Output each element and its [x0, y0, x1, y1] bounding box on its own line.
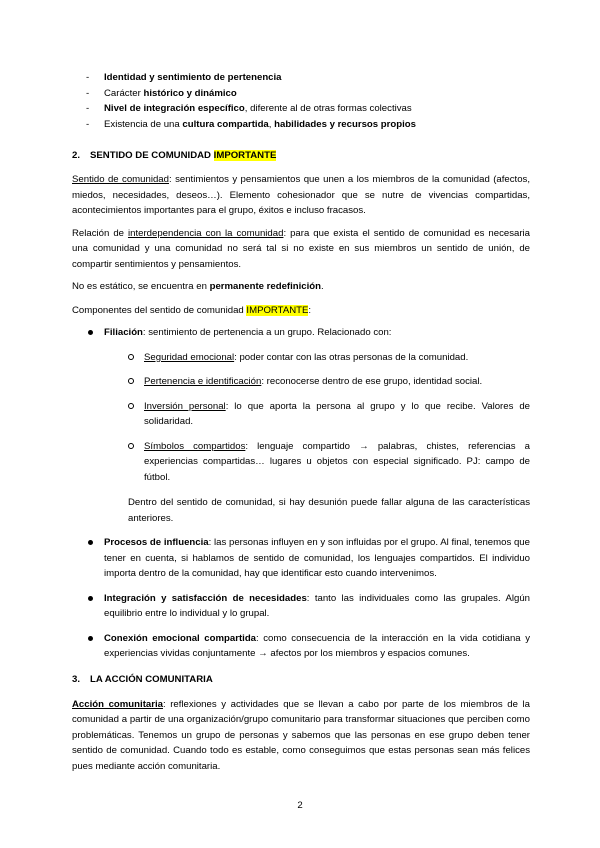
text-run: : como consecuencia de la interacción en la vida cotidiana y experiencias vividas conjuntamente → afectos por los miembros y espacios comunes.	[104, 632, 530, 659]
text-run: Símbolos compartidos	[144, 440, 246, 452]
text-run: : reflexiones y actividades que se llevan a cabo por parte de los miembros de la comunidad a partir de una organización/grupo comunitario para transformar situaciones que perciben como problemáticas. Tenemos un grupo de personas y sabemos que las personas en ese grupo deben tener sentido de comunidad. Cuando todo es estable, como conseguimos que estas personas sean más felices pues mediante acción comunitaria.	[72, 698, 530, 772]
text-run: Identidad y sentimiento de pertenencia	[104, 72, 282, 83]
circle-bullet-icon	[128, 443, 134, 449]
bullet-dot-icon	[88, 540, 93, 545]
text-run: .	[321, 281, 324, 292]
text-run: histórico y dinámico	[143, 87, 237, 99]
sub-bullet	[72, 350, 530, 366]
sub-bullet-text	[144, 350, 530, 366]
bullet-influencia	[72, 535, 530, 582]
text-run: Filiación	[104, 327, 143, 338]
section-title: SENTIDO DE COMUNIDAD	[90, 150, 214, 161]
bullet-conexion	[72, 631, 530, 662]
text-run: Pertenencia e identificación	[144, 376, 262, 387]
bullet-dot-icon	[88, 596, 93, 601]
text-run: , diferente al de otras formas colectivas	[244, 103, 412, 114]
sub-bullet	[72, 399, 530, 430]
document-page	[72, 70, 530, 774]
section-number: 2.	[72, 150, 81, 161]
text-run: habilidades y recursos propios	[274, 118, 416, 130]
text-run: Acción comunitaria	[72, 698, 163, 710]
list-item-text	[104, 88, 237, 99]
important-highlight: IMPORTANTE	[213, 150, 277, 161]
text-run: Componentes del sentido de comunidad	[72, 304, 247, 316]
text-run: Carácter	[104, 87, 144, 99]
circle-bullet-icon	[128, 378, 134, 384]
list-item	[86, 70, 530, 86]
section-title: LA ACCIÓN COMUNITARIA	[90, 673, 213, 685]
redefinicion-paragraph	[72, 279, 530, 295]
bullet-text	[104, 591, 530, 622]
sentido-comunidad-paragraph	[72, 172, 530, 219]
text-run: Integración y satisfacción de necesidades	[104, 592, 307, 604]
circle-bullet-icon	[128, 354, 134, 360]
text-run: : para que exista el sentido de comunidad es necesaria una comunidad y una comunidad no será tal si no existe en sus miembros un sentido de unión, de compartir sentimientos y pensamientos.	[72, 227, 530, 270]
accion-comunitaria-paragraph	[72, 697, 530, 775]
dash-marker: -	[86, 103, 90, 114]
text-run: Existencia de una	[104, 118, 183, 130]
list-item	[86, 86, 530, 102]
text-run: : reconocerse dentro de ese grupo, identidad social.	[261, 376, 483, 387]
dash-marker: -	[86, 72, 90, 83]
text-run: :	[308, 304, 312, 316]
sub-bullet	[72, 439, 530, 486]
componentes-paragraph	[72, 303, 530, 319]
text-run: : tanto las individuales como las grupales. Algún equilibrio entre lo individual y lo grupal.	[104, 592, 530, 619]
text-run: : las personas influyen en y son influidas por el grupo. Al final, tenemos que tener en cuenta, si hablamos de sentido de comunidad, los lenguajes compartidos. El individuo importa dentro de la comunidad, hay que identificar esto cuando intervenimos.	[104, 537, 530, 579]
text-run: Conexión emocional compartida	[104, 632, 257, 644]
text-run: : lo que aporta la persona al grupo y lo que recibe. Valores de solidaridad.	[144, 400, 531, 427]
text-run: No es estático, se encuentra en	[72, 281, 210, 292]
list-item-text	[104, 103, 412, 114]
text-run: Relación de	[72, 227, 128, 239]
section-2-heading	[72, 148, 530, 164]
list-item-text	[104, 72, 282, 83]
sub-bullet-text	[144, 439, 530, 486]
bullet-text	[104, 327, 391, 338]
sub-bullet-text	[144, 374, 530, 390]
text-run: : sentimientos y pensamientos que unen a los miembros de la comunidad (afectos, miedos, necesidades, deseos…). Elemento cohesionador que se nutre de vivencias compartidas, acontecimientos importantes para el grupo, éxitos e incluso fracasos.	[72, 174, 530, 216]
bullet-integracion	[72, 591, 530, 622]
dash-marker: -	[86, 118, 90, 130]
sub-bullet-text	[144, 399, 530, 430]
bullet-text	[104, 535, 530, 582]
text-run: Inversión personal	[144, 400, 226, 412]
interdependencia-paragraph	[72, 226, 530, 273]
text-run: Seguridad emocional	[144, 351, 235, 363]
text-run: IMPORTANTE	[246, 304, 309, 316]
list-item-text	[104, 119, 416, 130]
text-run: Procesos de influencia	[104, 537, 209, 548]
text-run: : sentimiento de pertenencia a un grupo. Relacionado con:	[142, 327, 392, 338]
text-run: cultura compartida	[182, 118, 269, 130]
text-run: ,	[268, 118, 275, 130]
section-3-heading	[72, 672, 530, 688]
list-item	[86, 101, 530, 117]
page-number: 2	[297, 800, 303, 811]
circle-bullet-icon	[128, 403, 134, 409]
section-number: 3.	[72, 673, 81, 685]
dash-marker: -	[86, 87, 90, 99]
list-item	[86, 117, 530, 133]
text-run: Sentido de comunidad	[72, 174, 169, 185]
intro-dash-list	[86, 70, 530, 132]
sub-bullet	[72, 374, 530, 390]
text-run: : lenguaje compartido → palabras, chistes, referencias a experiencias compartidas… lugares u objetos con especial significado. PJ: campo de fútbol.	[144, 440, 530, 483]
text-run: : poder contar con las otras personas de la comunidad.	[234, 351, 469, 363]
bullet-dot-icon	[88, 636, 93, 641]
filiacion-note: Dentro del sentido de comunidad, si hay desunión puede fallar alguna de las características anteriores.	[128, 497, 530, 524]
bullet-filiacion	[72, 325, 530, 341]
bullet-dot-icon	[88, 330, 93, 335]
bullet-text	[104, 631, 530, 662]
text-run: permanente redefinición	[209, 281, 322, 292]
text-run: interdependencia con la comunidad	[127, 227, 284, 239]
text-run: Nivel de integración específico	[104, 103, 245, 114]
